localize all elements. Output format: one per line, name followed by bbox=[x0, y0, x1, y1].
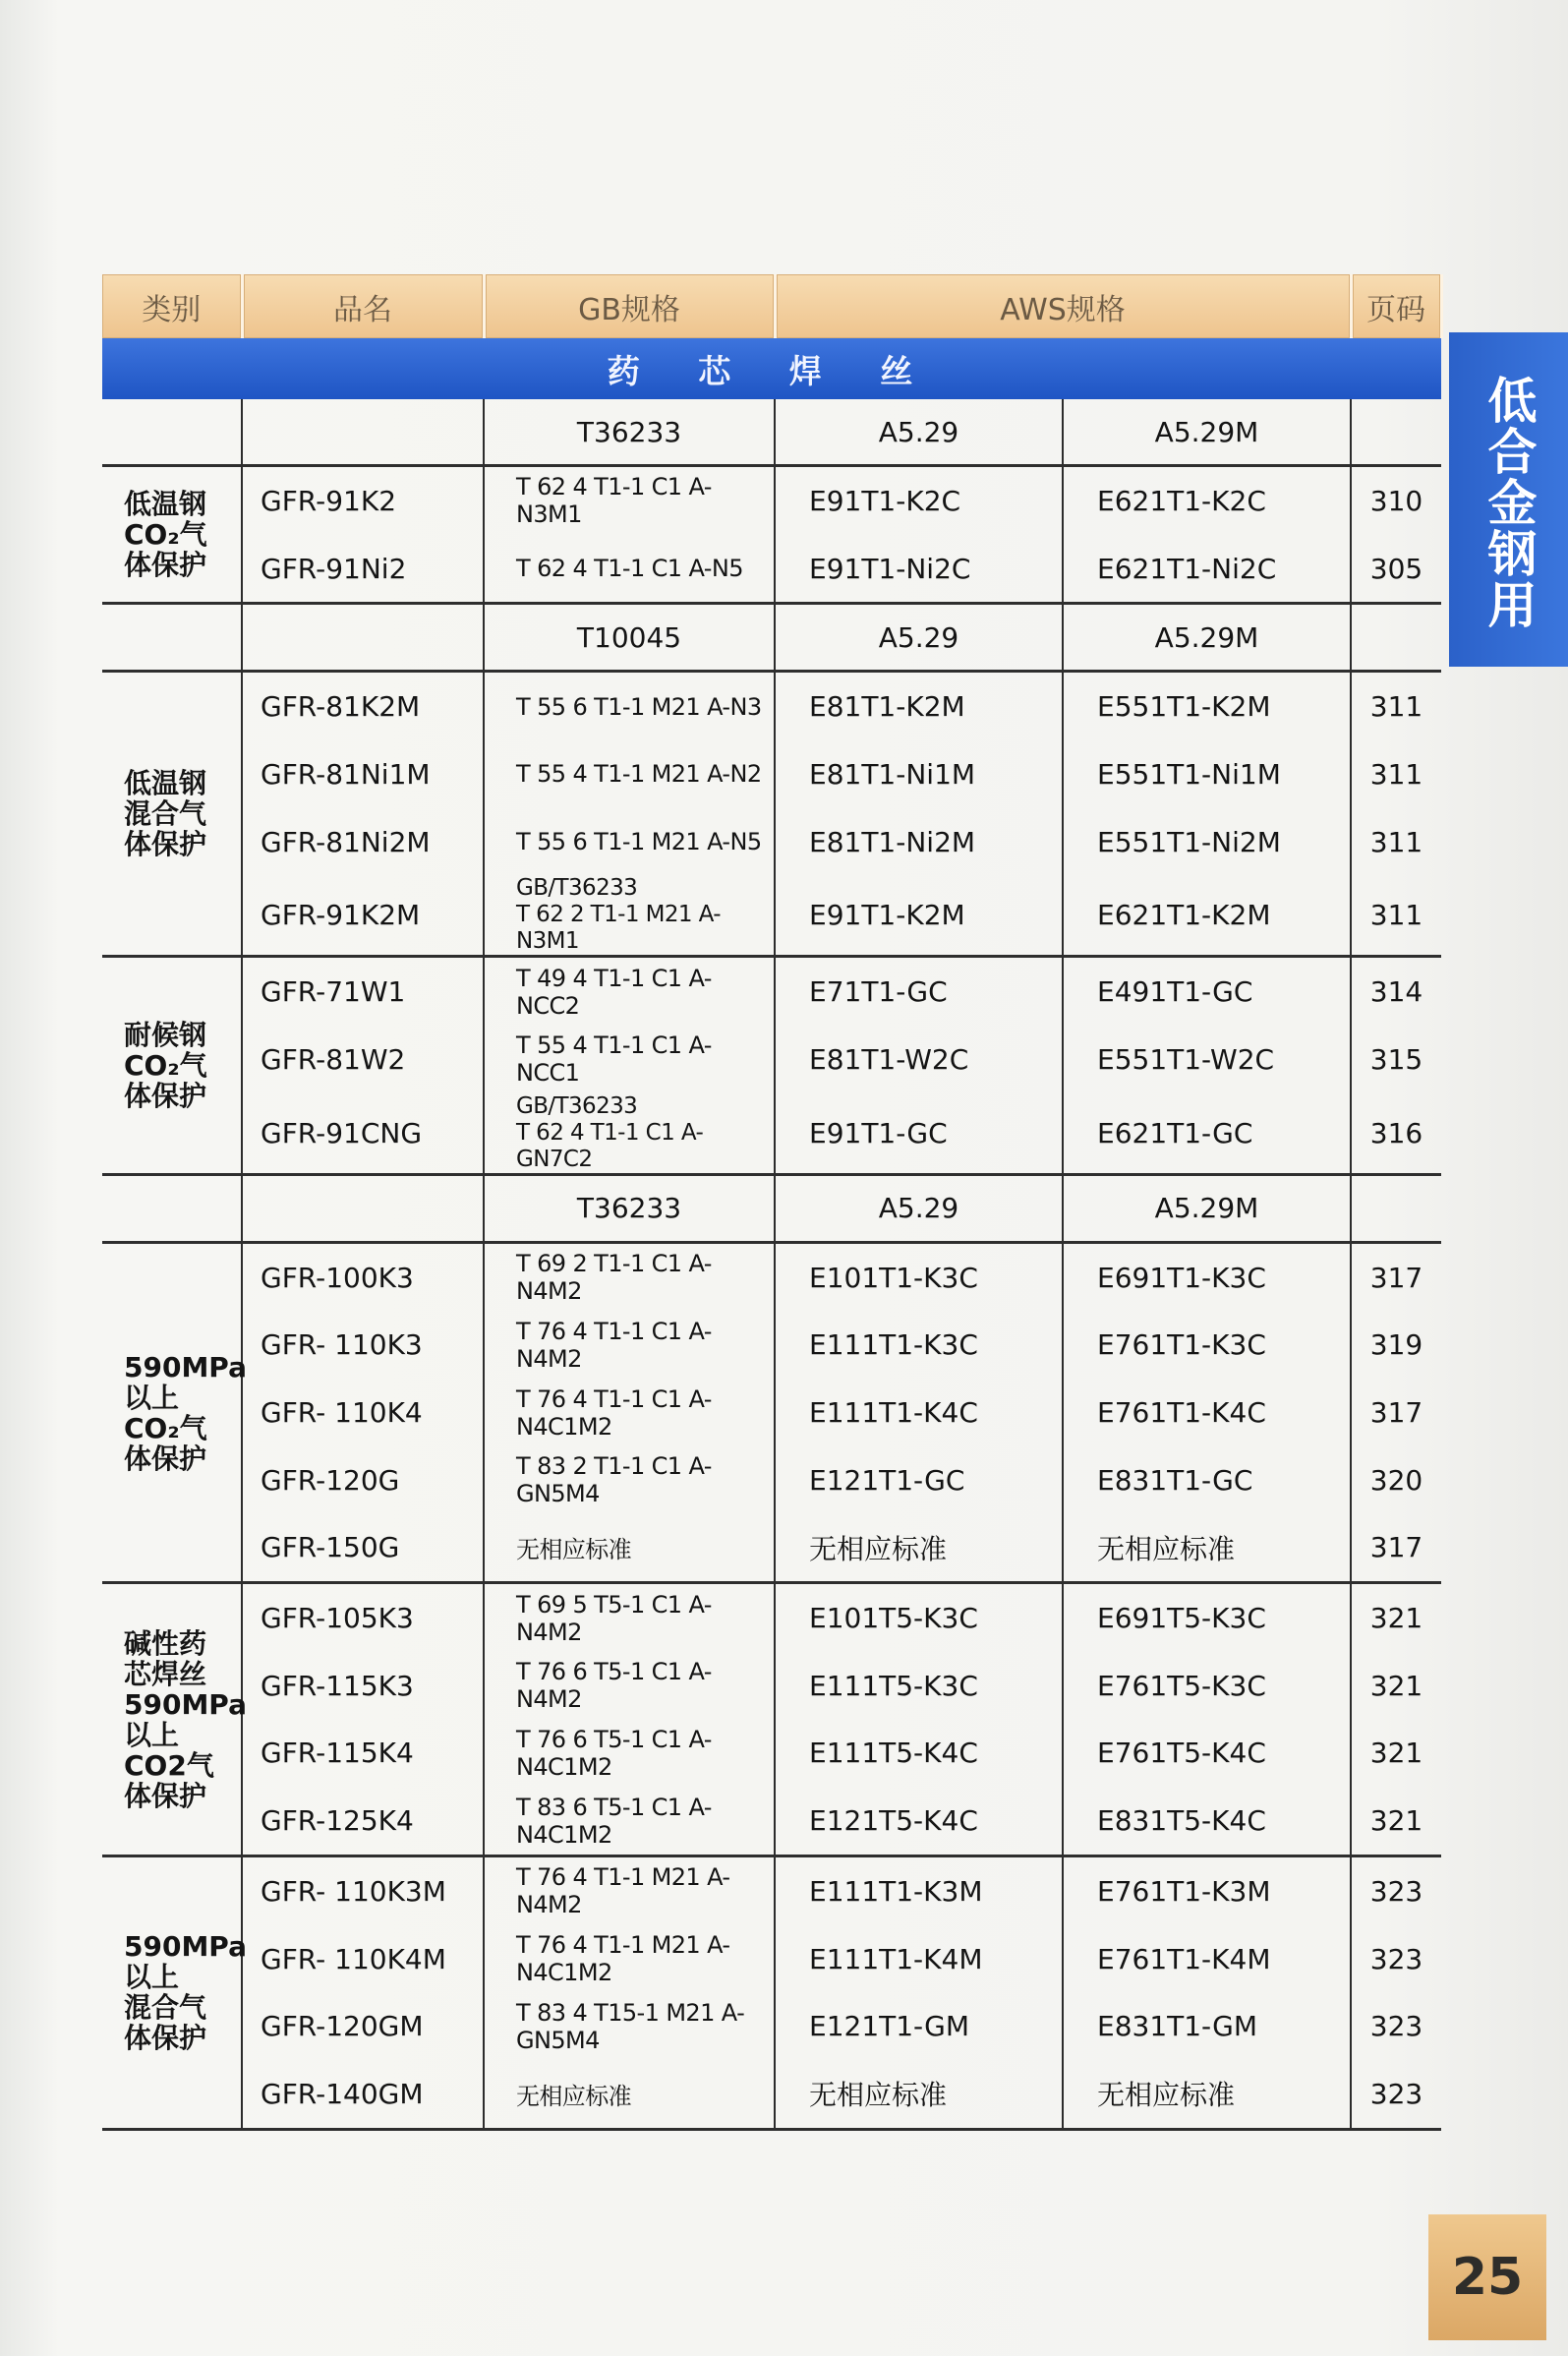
gb-spec: T 62 4 T1-1 C1 A-N5 bbox=[484, 535, 775, 604]
aws-spec: E101T1-K3C bbox=[775, 1242, 1063, 1311]
page-ref: 323 bbox=[1351, 1925, 1441, 1993]
aws-standard-label: A5.29 bbox=[775, 399, 1063, 466]
gb-spec: T 69 2 T1-1 C1 A-N4M2 bbox=[484, 1242, 775, 1311]
product-name: GFR-91K2 bbox=[242, 466, 484, 535]
gb-spec: 无相应标准 bbox=[484, 2060, 775, 2129]
page-ref: 321 bbox=[1351, 1652, 1441, 1720]
section-band bbox=[102, 338, 1441, 399]
page-ref: 317 bbox=[1351, 1379, 1441, 1446]
aws-metric-spec: E551T1-K2M bbox=[1063, 672, 1351, 740]
product-name: GFR- 110K4 bbox=[242, 1379, 484, 1446]
aws-standard-label: A5.29 bbox=[775, 1174, 1063, 1242]
header-aws-spec: AWS规格 bbox=[775, 274, 1351, 338]
aws-spec: E71T1-GC bbox=[775, 957, 1063, 1026]
aws-metric-spec: E551T1-Ni2M bbox=[1063, 808, 1351, 876]
table-row bbox=[102, 1446, 1441, 1514]
aws-metric-spec: E761T5-K3C bbox=[1063, 1652, 1351, 1720]
table-row bbox=[102, 740, 1441, 808]
table-row bbox=[102, 1093, 1441, 1175]
aws-metric-spec: E761T1-K3M bbox=[1063, 1856, 1351, 1925]
aws-metric-spec: E831T1-GC bbox=[1063, 1446, 1351, 1514]
gb-spec: T 76 4 T1-1 M21 A-N4C1M2 bbox=[484, 1925, 775, 1993]
table-row bbox=[102, 1856, 1441, 1925]
aws-spec: E111T1-K4C bbox=[775, 1379, 1063, 1446]
table-row bbox=[102, 1514, 1441, 1583]
aws-spec: E81T1-K2M bbox=[775, 672, 1063, 740]
aws-metric-spec: E761T1-K4C bbox=[1063, 1379, 1351, 1446]
product-name: GFR- 110K3M bbox=[242, 1856, 484, 1925]
page-ref: 311 bbox=[1351, 740, 1441, 808]
gb-spec-code: T 62 4 T1-1 C1 A-GN7C2 bbox=[516, 1119, 704, 1172]
page-ref: 321 bbox=[1351, 1787, 1441, 1855]
aws-metric-standard-label: A5.29M bbox=[1063, 399, 1351, 466]
aws-metric-spec: E831T1-GM bbox=[1063, 1992, 1351, 2060]
aws-metric-spec: E551T1-W2C bbox=[1063, 1026, 1351, 1093]
product-name: GFR-120GM bbox=[242, 1992, 484, 2060]
aws-spec: E91T1-K2C bbox=[775, 466, 1063, 535]
header-product-name: 品名 bbox=[242, 274, 484, 338]
spec-blank bbox=[102, 1174, 242, 1242]
table-row bbox=[102, 808, 1441, 876]
aws-spec: E91T1-GC bbox=[775, 1093, 1063, 1175]
gb-spec: T 83 4 T15-1 M21 A-GN5M4 bbox=[484, 1992, 775, 2060]
gb-spec bbox=[484, 875, 775, 957]
aws-spec: E121T5-K4C bbox=[775, 1787, 1063, 1855]
product-name: GFR-105K3 bbox=[242, 1583, 484, 1652]
gb-spec-code: T 62 2 T1-1 M21 A-N3M1 bbox=[516, 902, 721, 955]
aws-spec: E81T1-Ni1M bbox=[775, 740, 1063, 808]
table-row bbox=[102, 1992, 1441, 2060]
aws-metric-spec: E551T1-Ni1M bbox=[1063, 740, 1351, 808]
page-number: 25 bbox=[1428, 2214, 1546, 2340]
spec-blank bbox=[242, 399, 484, 466]
aws-metric-spec: E621T1-Ni2C bbox=[1063, 535, 1351, 604]
product-name: GFR-91K2M bbox=[242, 875, 484, 957]
product-name: GFR- 110K4M bbox=[242, 1925, 484, 1993]
gb-spec: T 62 4 T1-1 C1 A-N3M1 bbox=[484, 466, 775, 535]
category-label: 低温钢 CO₂气 体保护 bbox=[102, 466, 242, 604]
category-label: 590MPa 以上 CO₂气 体保护 bbox=[102, 1242, 242, 1582]
product-name: GFR-81K2M bbox=[242, 672, 484, 740]
side-tab-low-alloy-steel: 低合金钢用 bbox=[1449, 332, 1568, 667]
page-ref: 323 bbox=[1351, 1992, 1441, 2060]
aws-spec: E101T5-K3C bbox=[775, 1583, 1063, 1652]
table-row bbox=[102, 1026, 1441, 1093]
aws-metric-spec: E761T1-K4M bbox=[1063, 1925, 1351, 1993]
header-row bbox=[102, 274, 1441, 338]
table-row bbox=[102, 1312, 1441, 1380]
header-page: 页码 bbox=[1351, 274, 1441, 338]
spec-standard-row bbox=[102, 399, 1441, 466]
spec-blank bbox=[1351, 1174, 1441, 1242]
gb-spec: T 76 6 T5-1 C1 A-N4M2 bbox=[484, 1652, 775, 1720]
product-name: GFR-91Ni2 bbox=[242, 535, 484, 604]
category-label: 耐候钢 CO₂气 体保护 bbox=[102, 957, 242, 1174]
page-ref: 311 bbox=[1351, 808, 1441, 876]
gb-standard-ref: GB/T36233 bbox=[516, 1092, 638, 1119]
aws-metric-standard-label: A5.29M bbox=[1063, 1174, 1351, 1242]
product-name: GFR-81Ni2M bbox=[242, 808, 484, 876]
aws-metric-spec: E621T1-GC bbox=[1063, 1093, 1351, 1175]
product-name: GFR-100K3 bbox=[242, 1242, 484, 1311]
table-row bbox=[102, 875, 1441, 957]
gb-spec: T 55 4 T1-1 M21 A-N2 bbox=[484, 740, 775, 808]
page-ref: 311 bbox=[1351, 875, 1441, 957]
aws-metric-spec: E621T1-K2C bbox=[1063, 466, 1351, 535]
aws-spec: E111T5-K4C bbox=[775, 1720, 1063, 1788]
aws-spec: E91T1-Ni2C bbox=[775, 535, 1063, 604]
page-ref: 317 bbox=[1351, 1242, 1441, 1311]
product-name: GFR- 110K3 bbox=[242, 1312, 484, 1380]
product-name: GFR-81W2 bbox=[242, 1026, 484, 1093]
table-row bbox=[102, 1787, 1441, 1855]
gb-spec bbox=[484, 1093, 775, 1175]
gb-standard-label: T36233 bbox=[484, 399, 775, 466]
page-ref: 323 bbox=[1351, 2060, 1441, 2129]
aws-metric-spec: 无相应标准 bbox=[1063, 1514, 1351, 1583]
table-row bbox=[102, 1720, 1441, 1788]
gb-spec: T 76 6 T5-1 C1 A-N4C1M2 bbox=[484, 1720, 775, 1788]
spec-standard-row bbox=[102, 604, 1441, 672]
page-ref: 311 bbox=[1351, 672, 1441, 740]
spec-blank bbox=[102, 604, 242, 672]
aws-metric-spec: E691T5-K3C bbox=[1063, 1583, 1351, 1652]
product-name: GFR-150G bbox=[242, 1514, 484, 1583]
spec-blank bbox=[242, 1174, 484, 1242]
gb-spec: T 49 4 T1-1 C1 A-NCC2 bbox=[484, 957, 775, 1026]
header-gb-spec: GB规格 bbox=[484, 274, 775, 338]
aws-metric-spec: E491T1-GC bbox=[1063, 957, 1351, 1026]
spec-blank bbox=[102, 399, 242, 466]
page-ref: 315 bbox=[1351, 1026, 1441, 1093]
table-row bbox=[102, 1652, 1441, 1720]
page-ref: 314 bbox=[1351, 957, 1441, 1026]
product-name: GFR-125K4 bbox=[242, 1787, 484, 1855]
table-row bbox=[102, 2060, 1441, 2129]
aws-spec: E121T1-GM bbox=[775, 1992, 1063, 2060]
table-row bbox=[102, 1379, 1441, 1446]
page-ref: 316 bbox=[1351, 1093, 1441, 1175]
gb-spec: T 69 5 T5-1 C1 A-N4M2 bbox=[484, 1583, 775, 1652]
gb-spec: T 55 6 T1-1 M21 A-N3 bbox=[484, 672, 775, 740]
category-label: 碱性药 芯焊丝 590MPa 以上 CO2气 体保护 bbox=[102, 1583, 242, 1856]
aws-metric-spec: E761T1-K3C bbox=[1063, 1312, 1351, 1380]
aws-metric-spec: E691T1-K3C bbox=[1063, 1242, 1351, 1311]
product-name: GFR-140GM bbox=[242, 2060, 484, 2129]
spec-blank bbox=[242, 604, 484, 672]
gb-spec: T 55 6 T1-1 M21 A-N5 bbox=[484, 808, 775, 876]
aws-standard-label: A5.29 bbox=[775, 604, 1063, 672]
gb-standard-label: T36233 bbox=[484, 1174, 775, 1242]
category-label: 590MPa 以上 混合气 体保护 bbox=[102, 1856, 242, 2130]
gb-spec: T 83 2 T1-1 C1 A-GN5M4 bbox=[484, 1446, 775, 1514]
page-ref: 317 bbox=[1351, 1514, 1441, 1583]
page-ref: 319 bbox=[1351, 1312, 1441, 1380]
page-ref: 320 bbox=[1351, 1446, 1441, 1514]
spec-blank bbox=[1351, 604, 1441, 672]
aws-spec: E81T1-W2C bbox=[775, 1026, 1063, 1093]
gb-standard-ref: GB/T36233 bbox=[516, 875, 638, 902]
gb-spec: T 76 4 T1-1 C1 A-N4M2 bbox=[484, 1312, 775, 1380]
aws-spec: E111T1-K3M bbox=[775, 1856, 1063, 1925]
header-category: 类别 bbox=[102, 274, 242, 338]
product-name: GFR-91CNG bbox=[242, 1093, 484, 1175]
product-name: GFR-71W1 bbox=[242, 957, 484, 1026]
gb-spec: 无相应标准 bbox=[484, 1514, 775, 1583]
welding-wire-table bbox=[102, 274, 1443, 2131]
gb-spec: T 76 4 T1-1 C1 A-N4C1M2 bbox=[484, 1379, 775, 1446]
aws-metric-spec: E831T5-K4C bbox=[1063, 1787, 1351, 1855]
product-name: GFR-115K3 bbox=[242, 1652, 484, 1720]
gb-standard-label: T10045 bbox=[484, 604, 775, 672]
aws-spec: E111T1-K4M bbox=[775, 1925, 1063, 1993]
page-ref: 305 bbox=[1351, 535, 1441, 604]
table-row bbox=[102, 1583, 1441, 1652]
aws-spec: 无相应标准 bbox=[775, 2060, 1063, 2129]
category-label: 低温钢 混合气 体保护 bbox=[102, 672, 242, 957]
aws-metric-spec: E621T1-K2M bbox=[1063, 875, 1351, 957]
table-row bbox=[102, 1925, 1441, 1993]
table-row bbox=[102, 672, 1441, 740]
page-ref: 323 bbox=[1351, 1856, 1441, 1925]
aws-metric-spec: E761T5-K4C bbox=[1063, 1720, 1351, 1788]
table-row bbox=[102, 1242, 1441, 1311]
aws-spec: E81T1-Ni2M bbox=[775, 808, 1063, 876]
gb-spec: T 76 4 T1-1 M21 A-N4M2 bbox=[484, 1856, 775, 1925]
aws-spec: E111T5-K3C bbox=[775, 1652, 1063, 1720]
product-name: GFR-115K4 bbox=[242, 1720, 484, 1788]
product-name: GFR-120G bbox=[242, 1446, 484, 1514]
table-row bbox=[102, 466, 1441, 535]
spec-blank bbox=[1351, 399, 1441, 466]
aws-metric-spec: 无相应标准 bbox=[1063, 2060, 1351, 2129]
gb-spec: T 83 6 T5-1 C1 A-N4C1M2 bbox=[484, 1787, 775, 1855]
gb-spec: T 55 4 T1-1 C1 A-NCC1 bbox=[484, 1026, 775, 1093]
aws-spec: E91T1-K2M bbox=[775, 875, 1063, 957]
page-ref: 321 bbox=[1351, 1583, 1441, 1652]
section-title: 药 芯 焊 丝 bbox=[102, 338, 1441, 399]
table-row bbox=[102, 957, 1441, 1026]
aws-metric-standard-label: A5.29M bbox=[1063, 604, 1351, 672]
page-ref: 321 bbox=[1351, 1720, 1441, 1788]
aws-spec: E121T1-GC bbox=[775, 1446, 1063, 1514]
product-name: GFR-81Ni1M bbox=[242, 740, 484, 808]
table-row bbox=[102, 535, 1441, 604]
page-ref: 310 bbox=[1351, 466, 1441, 535]
aws-spec: 无相应标准 bbox=[775, 1514, 1063, 1583]
spec-standard-row bbox=[102, 1174, 1441, 1242]
aws-spec: E111T1-K3C bbox=[775, 1312, 1063, 1380]
